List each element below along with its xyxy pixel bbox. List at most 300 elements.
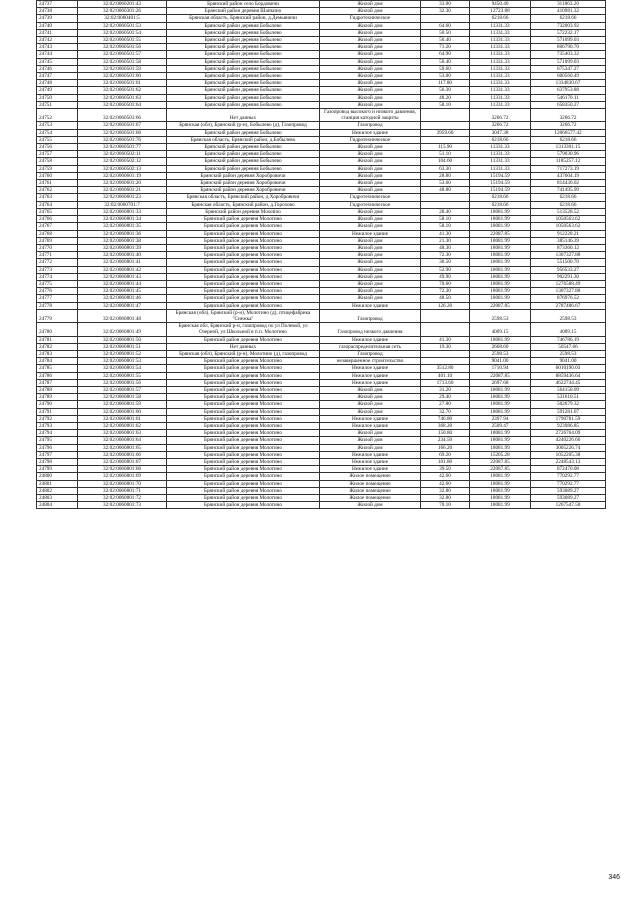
cadastral-number: 32:02:0060801:64 <box>78 437 167 444</box>
object-type-cell: Жилой дом <box>320 158 421 165</box>
object-type-cell: Жилой дом <box>320 51 421 58</box>
table-row <box>37 415 606 422</box>
object-type-cell: Жилой дом <box>320 259 421 266</box>
cadastral-value-cell: 1313301.15 <box>531 144 606 151</box>
unit-value-cell: 11331.33 <box>470 65 531 72</box>
unit-value-cell: 11331.33 <box>470 151 531 158</box>
address-cell: Брянский район деревня Молотино <box>167 288 320 295</box>
page-number: 346 <box>608 874 620 881</box>
area-cell <box>421 201 470 208</box>
cadastral-number: 32:02:0060801:41 <box>78 259 167 266</box>
object-type-cell: Нежилое здание <box>320 336 421 343</box>
cadastral-number: 32:02:0060801:65 <box>78 444 167 451</box>
table-row <box>37 252 606 259</box>
address-cell: Брянский район деревня Бобылево <box>167 37 320 44</box>
object-type-cell: Газопровод <box>320 350 421 357</box>
unit-value-cell: 6218.66 <box>470 201 531 208</box>
address-cell: Брянская (обл), Брянский (р-н), Бобылево (д), Газопровод <box>167 122 320 129</box>
cadastral-number: 32:02:0060801:49 <box>78 323 167 336</box>
row-number: 24801 <box>37 480 78 487</box>
address-cell: Брянский район деревня Бобылево <box>167 44 320 51</box>
unit-value-cell: 9041.00 <box>470 358 531 365</box>
area-cell: 27.80 <box>421 401 470 408</box>
address-cell: Брянский район деревня Молотино <box>167 430 320 437</box>
cadastral-number: 32:02:0060601:21 <box>78 187 167 194</box>
cadastral-number: 32:02:0060601:23 <box>78 194 167 201</box>
area-cell: 51.10 <box>421 151 470 158</box>
object-type-cell: Жилой дом <box>320 295 421 302</box>
unit-value-cell: 11331.33 <box>470 87 531 94</box>
cadastral-number: 32:02:0060501:59 <box>78 65 167 72</box>
cadastral-number: 32:02:0060801:48 <box>78 309 167 322</box>
area-cell <box>421 309 470 322</box>
object-type-cell: Жилой дом <box>320 502 421 509</box>
cadastral-number: 32:02:0060501:64 <box>78 101 167 108</box>
object-type-cell: Жилой дом <box>320 151 421 158</box>
table-row <box>37 437 606 444</box>
address-cell: Брянский район деревня Мosotino <box>167 208 320 215</box>
area-cell: 64.60 <box>421 22 470 29</box>
object-type-cell: Жилой дом <box>320 172 421 179</box>
row-number: 24760 <box>37 172 78 179</box>
row-number: 24744 <box>37 51 78 58</box>
object-type-cell: Жилой дом <box>320 65 421 72</box>
cadastral-number: 32:02:0060501:57 <box>78 51 167 58</box>
row-number: 24785 <box>37 365 78 372</box>
area-cell: 30.50 <box>421 259 470 266</box>
cadastral-number: 32:02:0060801:53 <box>78 358 167 365</box>
row-number: 24756 <box>37 144 78 151</box>
object-type-cell: Гидротехническое <box>320 15 421 22</box>
cadastral-number: 32:02:0060502:12 <box>78 158 167 165</box>
area-cell: 50.40 <box>421 37 470 44</box>
cadastral-number: 32:02:0060501:76 <box>78 136 167 143</box>
object-type-cell: Жилой дом <box>320 273 421 280</box>
address-cell: Брянский район деревня Молотино <box>167 379 320 386</box>
cadastral-number: 32:02:0060801:38 <box>78 237 167 244</box>
unit-value-cell: 18081.99 <box>470 394 531 401</box>
cadastral-value-cell: 571099.03 <box>531 37 606 44</box>
cadastral-number: 32:02:0060801:34 <box>78 216 167 223</box>
table-row <box>37 73 606 80</box>
row-number: 24749 <box>37 87 78 94</box>
unit-value-cell: 2598.53 <box>470 350 531 357</box>
cadastral-value-cell: 1790781.59 <box>531 415 606 422</box>
unit-value-cell: 11331.33 <box>470 29 531 36</box>
area-cell: 234.50 <box>421 437 470 444</box>
unit-value-cell: 2697.68 <box>470 379 531 386</box>
unit-value-cell: 3266.72 <box>470 122 531 129</box>
row-number: 24752 <box>37 109 78 122</box>
object-type-cell: Жилой дом <box>320 386 421 393</box>
cadastral-value-cell: 717273.19 <box>531 165 606 172</box>
table-row <box>37 495 606 502</box>
table-row <box>37 58 606 65</box>
object-type-cell: Жилой дом <box>320 87 421 94</box>
unit-value-cell: 18081.99 <box>470 252 531 259</box>
address-cell: Брянский район деревня Молотино <box>167 451 320 458</box>
unit-value-cell: 22087.85 <box>470 466 531 473</box>
address-cell: Брянская область, Брянский район, д.Хоробровичи <box>167 194 320 201</box>
unit-value-cell: 6218.66 <box>470 194 531 201</box>
object-type-cell: Жилой дом <box>320 208 421 215</box>
area-cell: 53.00 <box>421 73 470 80</box>
row-number: 24774 <box>37 273 78 280</box>
table-row <box>37 336 606 343</box>
row-number: 24780 <box>37 323 78 336</box>
table-row <box>37 44 606 51</box>
area-cell: 33.00 <box>421 1 470 8</box>
cadastral-number: 32:02:0060701:7 <box>78 201 167 208</box>
unit-value-cell: 15194.59 <box>470 187 531 194</box>
table-row <box>37 109 606 122</box>
table-row <box>37 94 606 101</box>
object-type-cell: Жилой дом <box>320 22 421 29</box>
table-row <box>37 350 606 357</box>
object-type-cell: Жилой дом <box>320 266 421 273</box>
cadastral-value-cell: 50547.66 <box>531 343 606 350</box>
cadastral-value-cell: 732003.92 <box>531 22 606 29</box>
address-cell: Нет данных <box>167 109 320 122</box>
row-number: 24767 <box>37 223 78 230</box>
cadastral-number: 32:02:0060801:67 <box>78 459 167 466</box>
cadastral-value-cell: 912228.21 <box>531 230 606 237</box>
address-cell: Брянский район деревня Молотино <box>167 244 320 251</box>
unit-value-cell: 22087.85 <box>470 302 531 309</box>
address-cell: Брянский район деревня Бобылево <box>167 144 320 151</box>
cadastral-number: 32:02:0060801:62 <box>78 422 167 429</box>
object-type-cell: Газопровод низкого давления <box>320 323 421 336</box>
unit-value-cell: 18081.99 <box>470 444 531 451</box>
object-type-cell: Нежилое здание <box>320 365 421 372</box>
area-cell: 166.20 <box>421 444 470 451</box>
cadastral-value-cell: 1185257.12 <box>531 158 606 165</box>
object-type-cell: Жилой дом <box>320 394 421 401</box>
table-row <box>37 151 606 158</box>
object-type-cell: Нежилое здание <box>320 230 421 237</box>
object-type-cell: Жилой дом <box>320 237 421 244</box>
row-number: 24777 <box>37 295 78 302</box>
table-row <box>37 266 606 273</box>
area-cell: 126.20 <box>421 302 470 309</box>
table-row <box>37 22 606 29</box>
address-cell: Брянский район деревня Молотино <box>167 444 320 451</box>
table-row <box>37 194 606 201</box>
area-cell: 52.90 <box>421 266 470 273</box>
table-row <box>37 259 606 266</box>
address-cell: Брянская область, Брянский район, д.Демьяничи <box>167 15 320 22</box>
cadastral-number: 32:02:0060502:13 <box>78 165 167 172</box>
object-type-cell: Жилой дом <box>320 223 421 230</box>
table-row <box>37 244 606 251</box>
unit-value-cell: 15194.59 <box>470 180 531 187</box>
cadastral-value-cell: 6218.66 <box>531 136 606 143</box>
row-number: 24759 <box>37 165 78 172</box>
cadastral-number: 32:02:0060801:54 <box>78 365 167 372</box>
unit-value-cell: 11331.33 <box>470 44 531 51</box>
cadastral-number: 32:02:0060501:68 <box>78 129 167 136</box>
table-row <box>37 216 606 223</box>
address-cell: Брянский район село Бордовичи <box>167 1 320 8</box>
cadastral-number: 32:02:0060501:61 <box>78 80 167 87</box>
cadastral-value-table <box>36 0 606 509</box>
object-type-cell: Жилой дом <box>320 437 421 444</box>
cadastral-value-cell: 814430.02 <box>531 180 606 187</box>
cadastral-number: 32:02:0060801:40 <box>78 252 167 259</box>
unit-value-cell: 12723.88 <box>470 8 531 15</box>
object-type-cell: Жилой дом <box>320 408 421 415</box>
area-cell: 41.30 <box>421 336 470 343</box>
row-number: 24799 <box>37 466 78 473</box>
area-cell: 28.80 <box>421 172 470 179</box>
cadastral-value-cell: 1050563.62 <box>531 223 606 230</box>
unit-value-cell: 18081.99 <box>470 288 531 295</box>
row-number: 24798 <box>37 459 78 466</box>
object-type-cell: Жилое помещение <box>320 473 421 480</box>
cadastral-number: 32:02:0060801:56 <box>78 379 167 386</box>
row-number: 24795 <box>37 437 78 444</box>
address-cell: Брянский район деревня Молотино <box>167 259 320 266</box>
area-cell: 48.30 <box>421 244 470 251</box>
cadastral-value-cell: 1052205.38 <box>531 451 606 458</box>
area-cell: 42.60 <box>421 473 470 480</box>
object-type-cell: Жилой дом <box>320 288 421 295</box>
object-type-cell: Нежилое здание <box>320 379 421 386</box>
unit-value-cell: 18081.99 <box>470 336 531 343</box>
cadastral-number: 32:02:0060801:58 <box>78 394 167 401</box>
row-number: 24766 <box>37 216 78 223</box>
address-cell: Брянский район деревня Молотино <box>167 386 320 393</box>
object-type-cell: Жилой дом <box>320 165 421 172</box>
address-cell: Брянский район деревня Молотино <box>167 480 320 487</box>
object-type-cell: Гидротехническое <box>320 201 421 208</box>
unit-value-cell: 18081.99 <box>470 273 531 280</box>
table-row <box>37 158 606 165</box>
cadastral-number: 32:02:0060801:47 <box>78 302 167 309</box>
table-row <box>37 101 606 108</box>
unit-value-cell: 11331.33 <box>470 101 531 108</box>
cadastral-value-cell: 872470.08 <box>531 466 606 473</box>
area-cell: 70.10 <box>421 502 470 509</box>
table-row <box>37 379 606 386</box>
area-cell: 63.30 <box>421 165 470 172</box>
cadastral-number: 32:02:0060801:50 <box>78 336 167 343</box>
cadastral-value-cell: 593089.27 <box>531 495 606 502</box>
cadastral-value-cell: 4240226.66 <box>531 437 606 444</box>
address-cell: Брянская (обл), Брянский (р-н), Молотино (д), птицефабрика "Снежка" <box>167 309 320 322</box>
row-number: 24788 <box>37 386 78 393</box>
unit-value-cell: 11331.33 <box>470 94 531 101</box>
cadastral-number: 32:02:0060801:35 <box>78 223 167 230</box>
area-cell: 56.30 <box>421 87 470 94</box>
object-type-cell: Жилой дом <box>320 1 421 8</box>
cadastral-number: 32:02:0060801:44 <box>78 280 167 287</box>
table-row <box>37 466 606 473</box>
row-number: 24769 <box>37 237 78 244</box>
object-type-cell: Газопровод высокого и низкого давления, станция катодной защиты <box>320 109 421 122</box>
area-cell <box>421 358 470 365</box>
cadastral-number: 32:02:0060801:73 <box>78 502 167 509</box>
address-cell: Брянский район деревня Молотино <box>167 273 320 280</box>
object-type-cell: Жилой дом <box>320 244 421 251</box>
unit-value-cell: 11331.33 <box>470 73 531 80</box>
cadastral-value-cell: 437604.19 <box>531 172 606 179</box>
address-cell: Брянский район деревня Молотино <box>167 237 320 244</box>
address-cell: Брянский район деревня Молотино <box>167 495 320 502</box>
cadastral-number: 32:02:0060801:69 <box>78 473 167 480</box>
row-number: 24765 <box>37 208 78 215</box>
unit-value-cell: 18081.99 <box>470 487 531 494</box>
address-cell: Брянский район деревня Молотино <box>167 408 320 415</box>
cadastral-value-cell: 385146.39 <box>531 237 606 244</box>
row-number: 24794 <box>37 430 78 437</box>
cadastral-value-cell: 2598.53 <box>531 350 606 357</box>
cadastral-value-cell: 2726764.09 <box>531 430 606 437</box>
area-cell: 3512.80 <box>421 365 470 372</box>
table-row <box>37 408 606 415</box>
object-type-cell: Газопровод <box>320 309 421 322</box>
cadastral-number: 32:02:0060801:68 <box>78 466 167 473</box>
cadastral-number: 32:02:0060801:33 <box>78 208 167 215</box>
cadastral-number: 32:02:0060201:43 <box>78 1 167 8</box>
area-cell: 115.90 <box>421 144 470 151</box>
area-cell: 70.60 <box>421 280 470 287</box>
cadastral-number: 32:02:0060501:67 <box>78 122 167 129</box>
cadastral-value-cell: 572232.17 <box>531 29 606 36</box>
cadastral-value-cell: 675347.27 <box>531 65 606 72</box>
area-cell: 746.80 <box>421 415 470 422</box>
cadastral-number: 32:02:0060401:5 <box>78 15 167 22</box>
area-cell: 32.70 <box>421 408 470 415</box>
unit-value-cell: 22087.85 <box>470 372 531 379</box>
cadastral-value-cell: 2598.53 <box>531 309 606 322</box>
unit-value-cell: 18081.99 <box>470 259 531 266</box>
area-cell: 72.30 <box>421 252 470 259</box>
row-number: 24770 <box>37 244 78 251</box>
row-number: 24797 <box>37 451 78 458</box>
address-cell: Брянская область, Брянский район, д.Бобылево <box>167 136 320 143</box>
cadastral-value-cell: 770292.77 <box>531 480 606 487</box>
cadastral-number: 32:02:0060801:39 <box>78 244 167 251</box>
object-type-cell: незавершенное строительство <box>320 358 421 365</box>
table-row <box>37 358 606 365</box>
cadastral-value-cell: 2787486.67 <box>531 302 606 309</box>
cadastral-value-cell: 1050563.62 <box>531 216 606 223</box>
object-type-cell: Жилой дом <box>320 58 421 65</box>
cadastral-value-cell: 741495.99 <box>531 187 606 194</box>
row-number: 24748 <box>37 80 78 87</box>
cadastral-value-cell: 1307327.88 <box>531 288 606 295</box>
row-number: 24800 <box>37 473 78 480</box>
cadastral-number: 32:02:0060501:53 <box>78 22 167 29</box>
table-row <box>37 459 606 466</box>
address-cell: Брянский район деревня Хоробровичи <box>167 187 320 194</box>
table-row <box>37 280 606 287</box>
row-number: 24758 <box>37 158 78 165</box>
area-cell: 58.10 <box>421 216 470 223</box>
cadastral-number: 32:02:0060801:63 <box>78 430 167 437</box>
object-type-cell: Жилой дом <box>320 180 421 187</box>
row-number: 24753 <box>37 122 78 129</box>
object-type-cell: Жилой дом <box>320 44 421 51</box>
table-row <box>37 273 606 280</box>
address-cell: Брянский район деревня Молотино <box>167 459 320 466</box>
table-row <box>37 87 606 94</box>
cadastral-number: 32:02:0060501:58 <box>78 58 167 65</box>
unit-value-cell: 2397.94 <box>470 415 531 422</box>
row-number: 24738 <box>37 8 78 15</box>
address-cell: Брянский район деревня Бобылево <box>167 94 320 101</box>
unit-value-cell: 2598.53 <box>470 309 531 322</box>
area-cell: 48.50 <box>421 295 470 302</box>
object-type-cell: Жилое помещение <box>320 480 421 487</box>
cadastral-value-cell: 873360.12 <box>531 244 606 251</box>
unit-value-cell: 11331.33 <box>470 51 531 58</box>
cadastral-value-cell: 1267547.50 <box>531 502 606 509</box>
unit-value-cell: 18081.99 <box>470 437 531 444</box>
address-cell: Брянский район деревня Бобылево <box>167 87 320 94</box>
table-row <box>37 422 606 429</box>
table-row <box>37 394 606 401</box>
address-cell: Брянский район деревня Молотино <box>167 401 320 408</box>
cadastral-value-cell: 546170.11 <box>531 94 606 101</box>
row-number: 24757 <box>37 151 78 158</box>
cadastral-value-cell: 770292.77 <box>531 473 606 480</box>
address-cell: Брянский район деревня Молотино <box>167 365 320 372</box>
table-row <box>37 288 606 295</box>
unit-value-cell: 18081.99 <box>470 386 531 393</box>
area-cell: 117.80 <box>421 80 470 87</box>
area-cell: 58.10 <box>421 101 470 108</box>
object-type-cell: Жилой дом <box>320 430 421 437</box>
unit-value-cell: 18081.99 <box>470 401 531 408</box>
cadastral-number: 32:02:0060301:26 <box>78 8 167 15</box>
cadastral-value-cell: 876976.52 <box>531 295 606 302</box>
cadastral-number: 32:02:0060801:42 <box>78 266 167 273</box>
row-number: 24747 <box>37 73 78 80</box>
unit-value-cell: 18081.99 <box>470 430 531 437</box>
row-number: 24793 <box>37 422 78 429</box>
address-cell: Брянская область, Брянский район, д.Горохово <box>167 201 320 208</box>
unit-value-cell: 1710.94 <box>470 365 531 372</box>
area-cell: 64.90 <box>421 51 470 58</box>
cadastral-value-cell: 658350.27 <box>531 101 606 108</box>
row-number: 24764 <box>37 201 78 208</box>
area-cell: 104.60 <box>421 158 470 165</box>
table-row <box>37 201 606 208</box>
table-row <box>37 451 606 458</box>
address-cell: Брянский район деревня Молотино <box>167 302 320 309</box>
cadastral-value-cell: 531610.51 <box>531 394 606 401</box>
table-row <box>37 502 606 509</box>
row-number: 24754 <box>37 129 78 136</box>
row-number: 24787 <box>37 379 78 386</box>
area-cell: 48.20 <box>421 94 470 101</box>
unit-value-cell: 18081.99 <box>470 237 531 244</box>
address-cell: Брянский район деревня Молотино <box>167 473 320 480</box>
table-row <box>37 295 606 302</box>
address-cell: Брянский район деревня Бобылево <box>167 101 320 108</box>
object-type-cell: Нежилое здание <box>320 459 421 466</box>
table-row <box>37 180 606 187</box>
cadastral-value-cell: 579030.96 <box>531 151 606 158</box>
table-row <box>37 51 606 58</box>
address-cell: Брянский район деревня Бобылево <box>167 80 320 87</box>
row-number: 24773 <box>37 266 78 273</box>
unit-value-cell: 4009.15 <box>470 323 531 336</box>
unit-value-cell: 18081.99 <box>470 495 531 502</box>
unit-value-cell: 15194.59 <box>470 172 531 179</box>
